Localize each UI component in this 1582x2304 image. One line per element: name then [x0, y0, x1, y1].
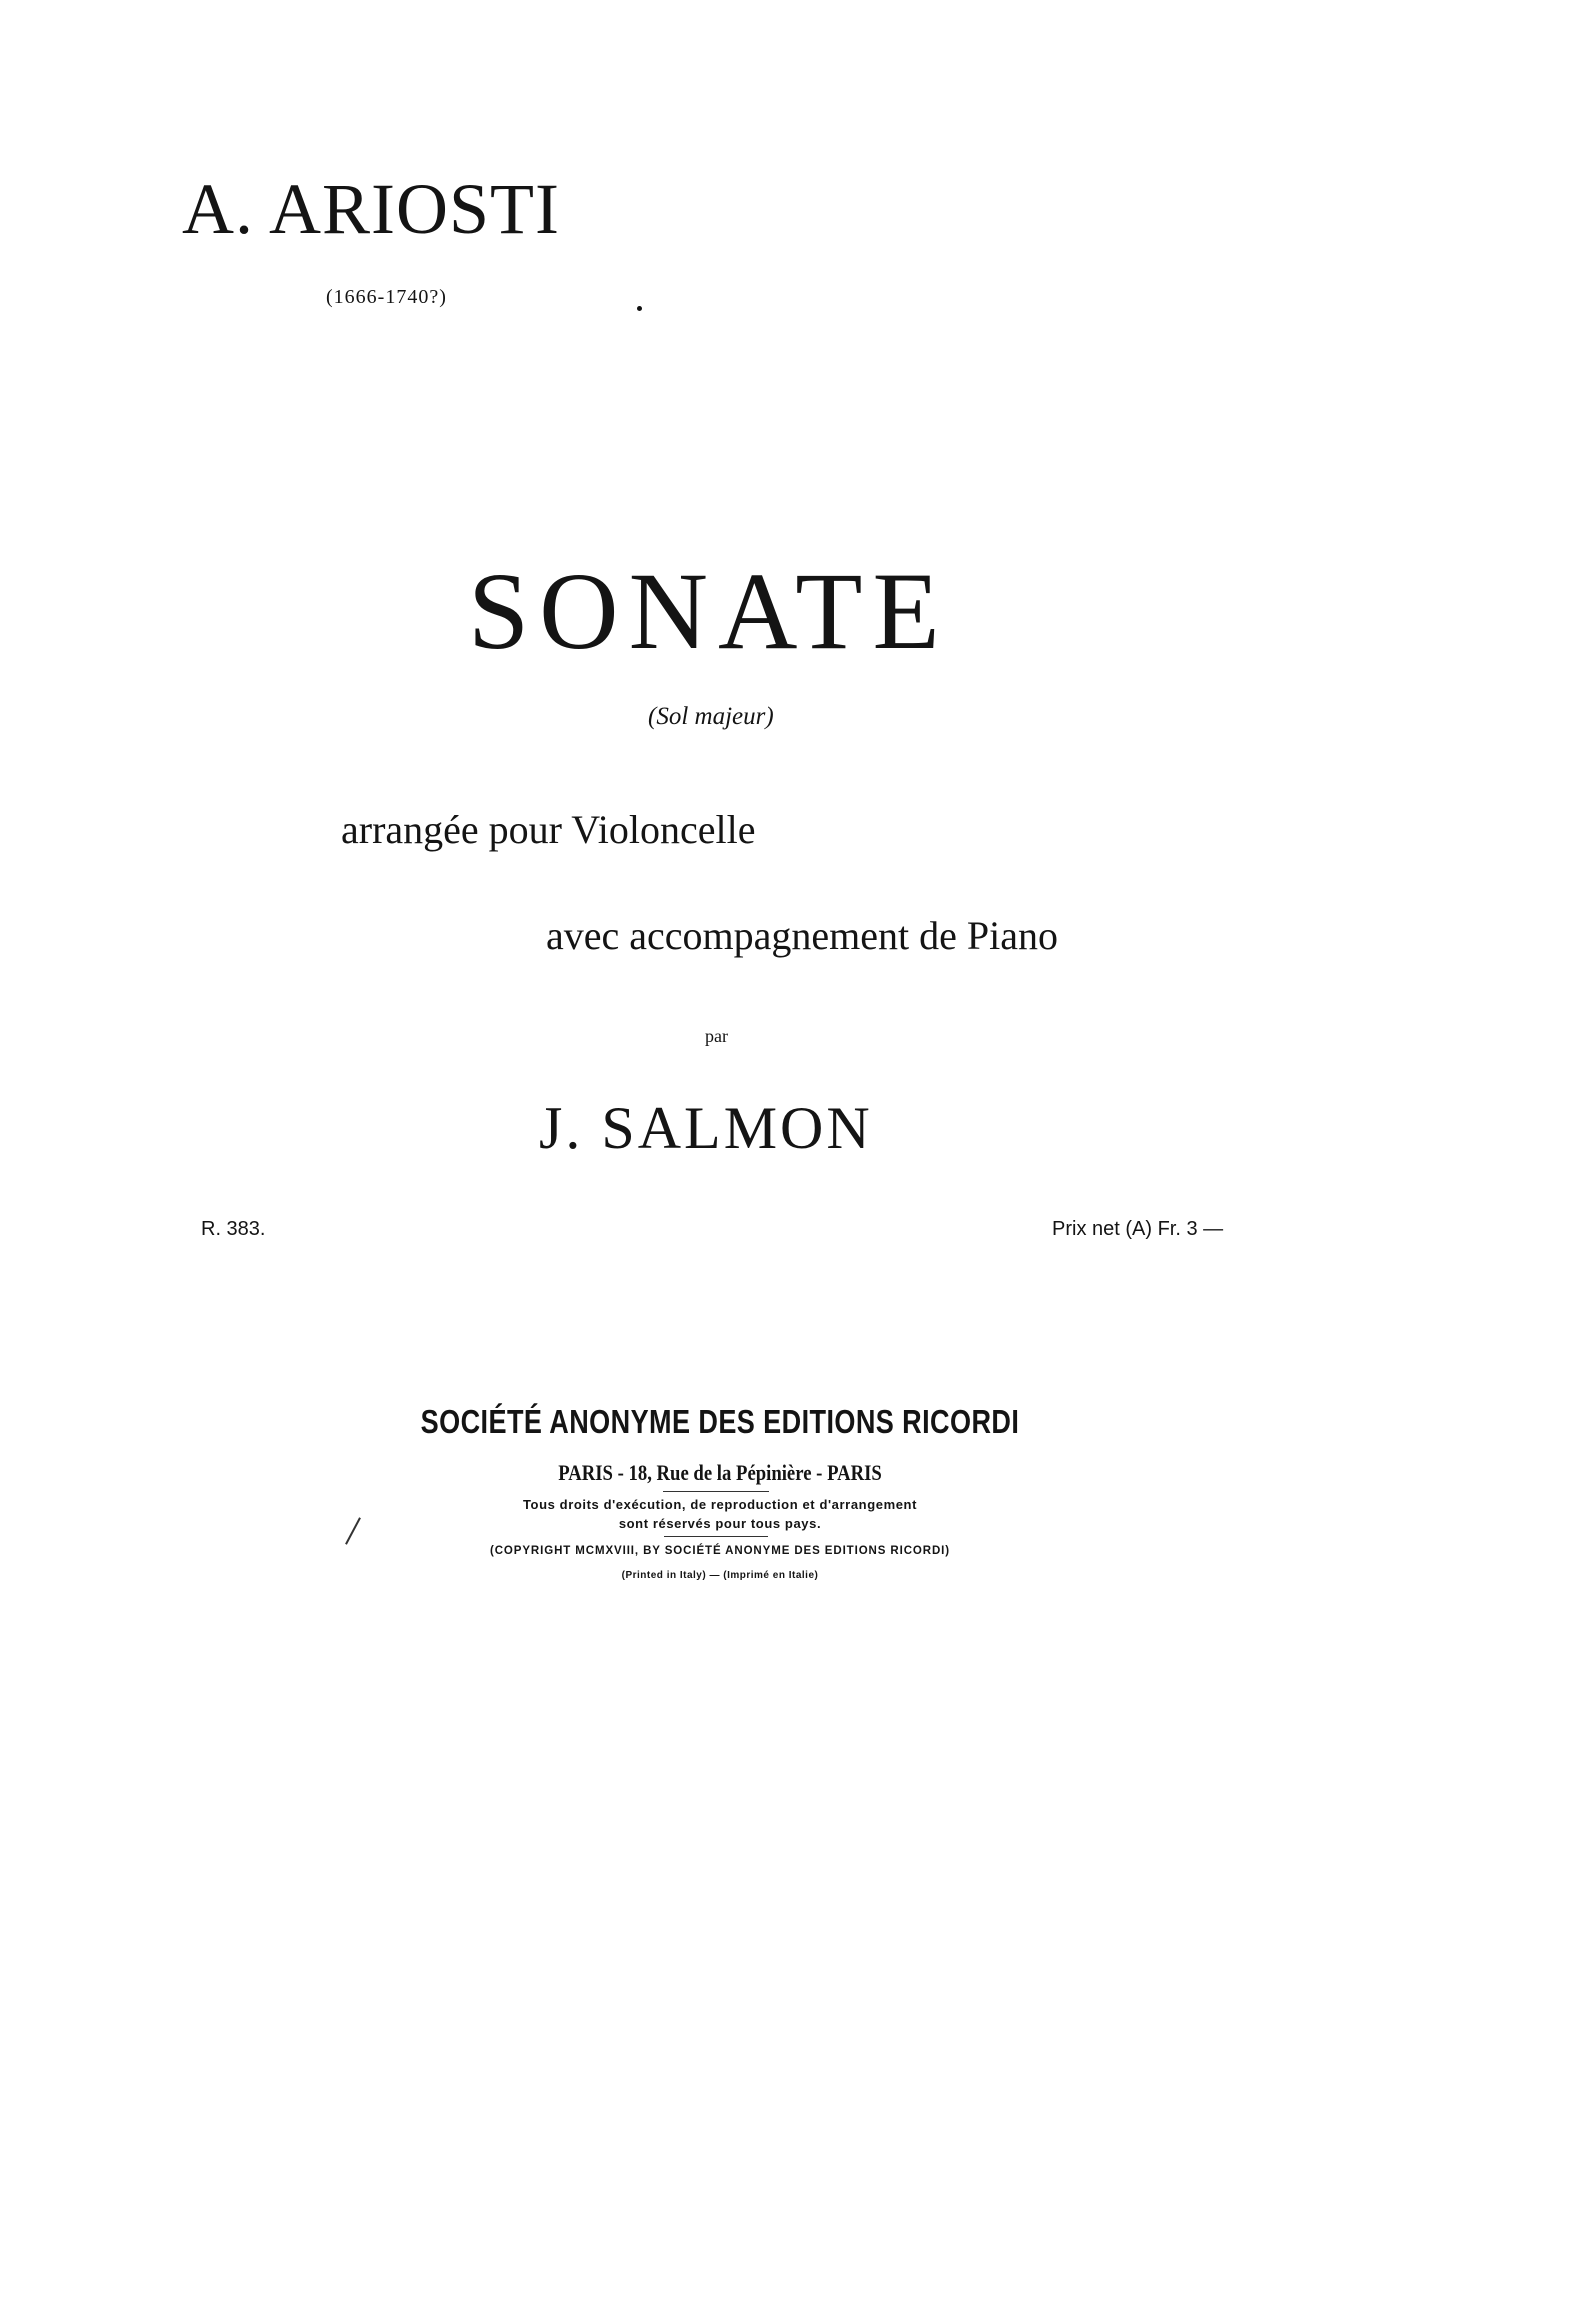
- by-label: par: [705, 1026, 728, 1046]
- catalog-number: R. 383.: [201, 1218, 266, 1240]
- arrangement-line-2: avec accompagnement de Piano: [546, 913, 1058, 958]
- rights-notice-line-2: sont réservés pour tous pays.: [618, 1516, 822, 1531]
- publisher-address: PARIS - 18, Rue de la Pépinière - PARIS: [558, 1460, 882, 1485]
- printed-in-notice: (Printed in Italy) — (Imprimé en Italie): [621, 1570, 819, 1581]
- publisher-name: SOCIÉTÉ ANONYME DES EDITIONS RICORDI: [420, 1403, 1020, 1440]
- copyright-notice: (COPYRIGHT MCMXVIII, BY SOCIÉTÉ ANONYME DES EDITIONS RICORDI): [490, 1545, 950, 1557]
- rights-notice-line-1: Tous droits d'exécution, de reproduction et d'arrangement: [522, 1497, 918, 1512]
- work-title: SONATE: [468, 550, 950, 672]
- ink-speck: [637, 306, 642, 311]
- arranger-name: J. SALMON: [539, 1095, 873, 1161]
- price-label: Prix net (A) Fr. 3 —: [1052, 1218, 1224, 1240]
- divider-rule-2: [664, 1536, 768, 1537]
- divider-rule: [663, 1491, 769, 1492]
- composer-name: A. ARIOSTI: [182, 169, 561, 249]
- key-signature: (Sol majeur): [648, 703, 774, 730]
- arrangement-line-1: arrangée pour Violoncelle: [341, 807, 756, 852]
- composer-dates: (1666-1740?): [326, 286, 447, 308]
